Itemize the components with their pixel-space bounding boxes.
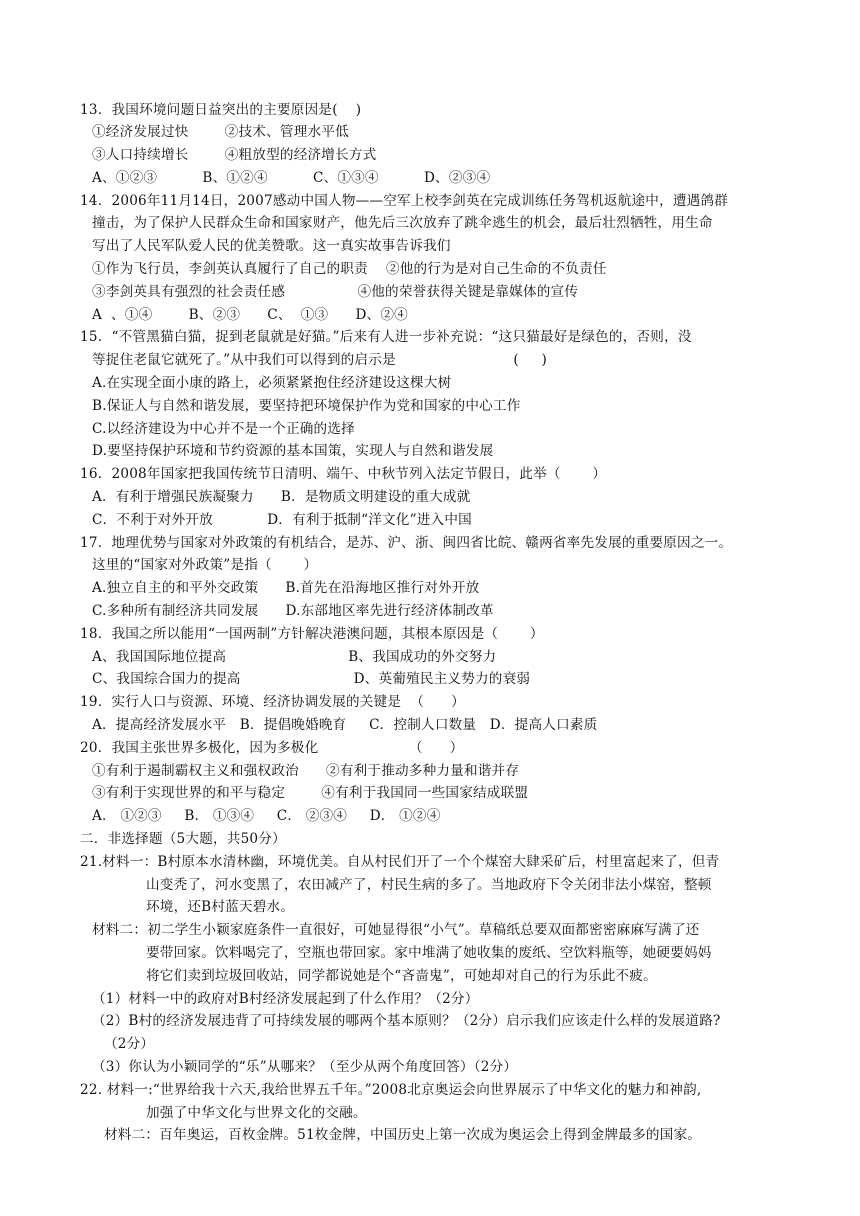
question-21-material-2: 材料二：初二学生小颖家庭条件一直很好，可她显得很“小气”。草稿纸总要双面都密密麻麻写满了还 [92, 922, 700, 938]
question-17-stem-cont: 这里的“国家对外政策”是指（ ） [92, 557, 318, 573]
question-21-sub-3: （3）你认为小颖同学的“乐”从哪来？（至少从两个角度回答）（2分） [92, 1059, 518, 1075]
question-16-options: A．有利于增强民族凝聚力 B．是物质文明建设的重大成就 [92, 489, 471, 505]
question-13-item: ①经济发展过快 ②技术、管理水平低 [92, 124, 349, 140]
question-20-item: ③有利于实现世界的和平与稳定 ④有利于我国同一些国家结成联盟 [92, 785, 529, 801]
question-15-stem-cont: 等捉住老鼠它就死了。”从中我们可以得到的启示是 ( ) [92, 352, 547, 368]
question-21-material-1: 21.材料一：B村原本水清林幽，环境优美。自从村民们开了一个个煤窑大肆采矿后，村里富起来了，但青 [80, 854, 720, 870]
question-15-option-c: C.以经济建设为中心并不是一个正确的选择 [92, 421, 355, 437]
question-20-stem: 20．我国主张世界多极化，因为多极化 （ ） [80, 740, 464, 756]
question-14-item: ①作为飞行员，李剑英认真履行了自己的职责 ②他的行为是对自己生命的不负责任 [92, 261, 607, 277]
question-15-option-a: A.在实现全面小康的路上，必须紧紧抱住经济建设这棵大树 [92, 375, 452, 391]
section-heading: 二．非选择题（5大题，共50分） [80, 831, 286, 847]
question-13-stem: 13．我国环境问题日益突出的主要原因是( ) [80, 102, 362, 118]
question-15-option-b: B.保证人与自然和谐发展，要坚持把环境保护作为党和国家的中心工作 [92, 398, 521, 414]
question-13-item: ③人口持续增长 ④粗放型的经济增长方式 [92, 147, 377, 163]
question-21-material-2-cont: 要带回家。饮料喝完了，空瓶也带回家。家中堆满了她收集的废纸、空饮料瓶等，她硬要妈妈 [146, 945, 712, 961]
question-21-sub-1: （1）材料一中的政府对B村经济发展起到了什么作用？（2分） [92, 991, 479, 1007]
question-14-item: ③李剑英具有强烈的社会责任感 ④他的荣誉获得关键是靠媒体的宣传 [92, 284, 579, 300]
question-18-options: C、我国综合国力的提高 D、英葡殖民主义势力的衰弱 [92, 671, 531, 687]
question-14-stem: 14．2006年11月14日，2007感动中国人物——空军上校李剑英在完成训练任务驾机返航途中，遭遇鸽群 [80, 193, 729, 209]
question-15-option-d: D.要坚持保护环境和节约资源的基本国策，实现人与自然和谐发展 [92, 443, 494, 459]
question-21-material-1-cont: 环境，还B村蓝天碧水。 [146, 899, 295, 915]
question-22-material-1-cont: 加强了中华文化与世界文化的交融。 [146, 1105, 367, 1121]
question-21-material-2-cont: 将它们卖到垃圾回收站，同学都说她是个“吝啬鬼”，可她却对自己的行为乐此不疲。 [146, 968, 657, 984]
question-18-stem: 18．我国之所以能用“一国两制”方针解决港澳问题，其根本原因是（ ） [80, 626, 544, 642]
question-14-stem-cont: 写出了人民军队爱人民的优美赞歌。这一真实故事告诉我们 [92, 238, 451, 254]
question-18-options: A、我国国际地位提高 B、我国成功的外交努力 [92, 649, 497, 665]
question-22-material-1: 22. 材料一:“世界给我十六天,我给世界五千年。”2008北京奥运会向世界展示了中华文化的魅力和神韵, [80, 1082, 702, 1098]
question-17-options: A.独立自主的和平外交政策 B.首先在沿海地区推行对外开放 [92, 580, 480, 596]
question-21-sub-2-cont: （2分） [104, 1036, 155, 1052]
question-19-stem: 19．实行人口与资源、环境、经济协调发展的关键是 （ ） [80, 694, 465, 710]
question-21-sub-2: （2）B村的经济发展违背了可持续发展的哪两个基本原则？（2分）启示我们应该走什么样的发展道路? [92, 1013, 721, 1029]
question-19-options: A．提高经济发展水平 B．提倡晚婚晚育 C．控制人口数量 D．提高人口素质 [92, 717, 598, 733]
question-20-options: A． ①②③ B． ①③④ C． ②③④ D． ①②④ [92, 808, 441, 824]
question-22-material-2: 材料二：百年奥运，百枚金牌。51枚金牌，中国历史上第一次成为奥运会上得到金牌最多的国家。 [104, 1127, 702, 1143]
question-17-stem: 17．地理优势与国家对外政策的有机结合，是苏、沪、浙、闽四省比皖、赣两省率先发展的重要原因之一。 [80, 535, 733, 551]
question-14-stem-cont: 撞击，为了保护人民群众生命和国家财产，他先后三次放弃了跳伞逃生的机会，最后壮烈牺牲，用生命 [92, 215, 713, 231]
question-16-stem: 16．2008年国家把我国传统节日清明、端午、中秋节列入法定节假日，此举（ ） [80, 466, 607, 482]
question-16-options: C．不利于对外开放 D．有利于抵制“洋文化”进入中国 [92, 512, 472, 528]
question-14-options: A 、①④ B、②③ C、 ①③ D、②④ [92, 307, 408, 323]
question-20-item: ①有利于遏制霸权主义和强权政治 ②有利于推动多种力量和谐并存 [92, 763, 520, 779]
question-17-options: C.多种所有制经济共同发展 D.东部地区率先进行经济体制改革 [92, 603, 494, 619]
question-21-material-1-cont: 山变秃了，河水变黑了，农田减产了，村民生病的多了。当地政府下令关闭非法小煤窑，整顿 [146, 877, 712, 893]
question-15-stem: 15．“不管黑猫白猫，捉到老鼠就是好猫。”后来有人进一步补充说：“这只猫最好是绿色的，否则，没 [80, 329, 692, 345]
question-13-options: A、①②③ B、①②④ C、①③④ D、②③④ [92, 170, 491, 186]
